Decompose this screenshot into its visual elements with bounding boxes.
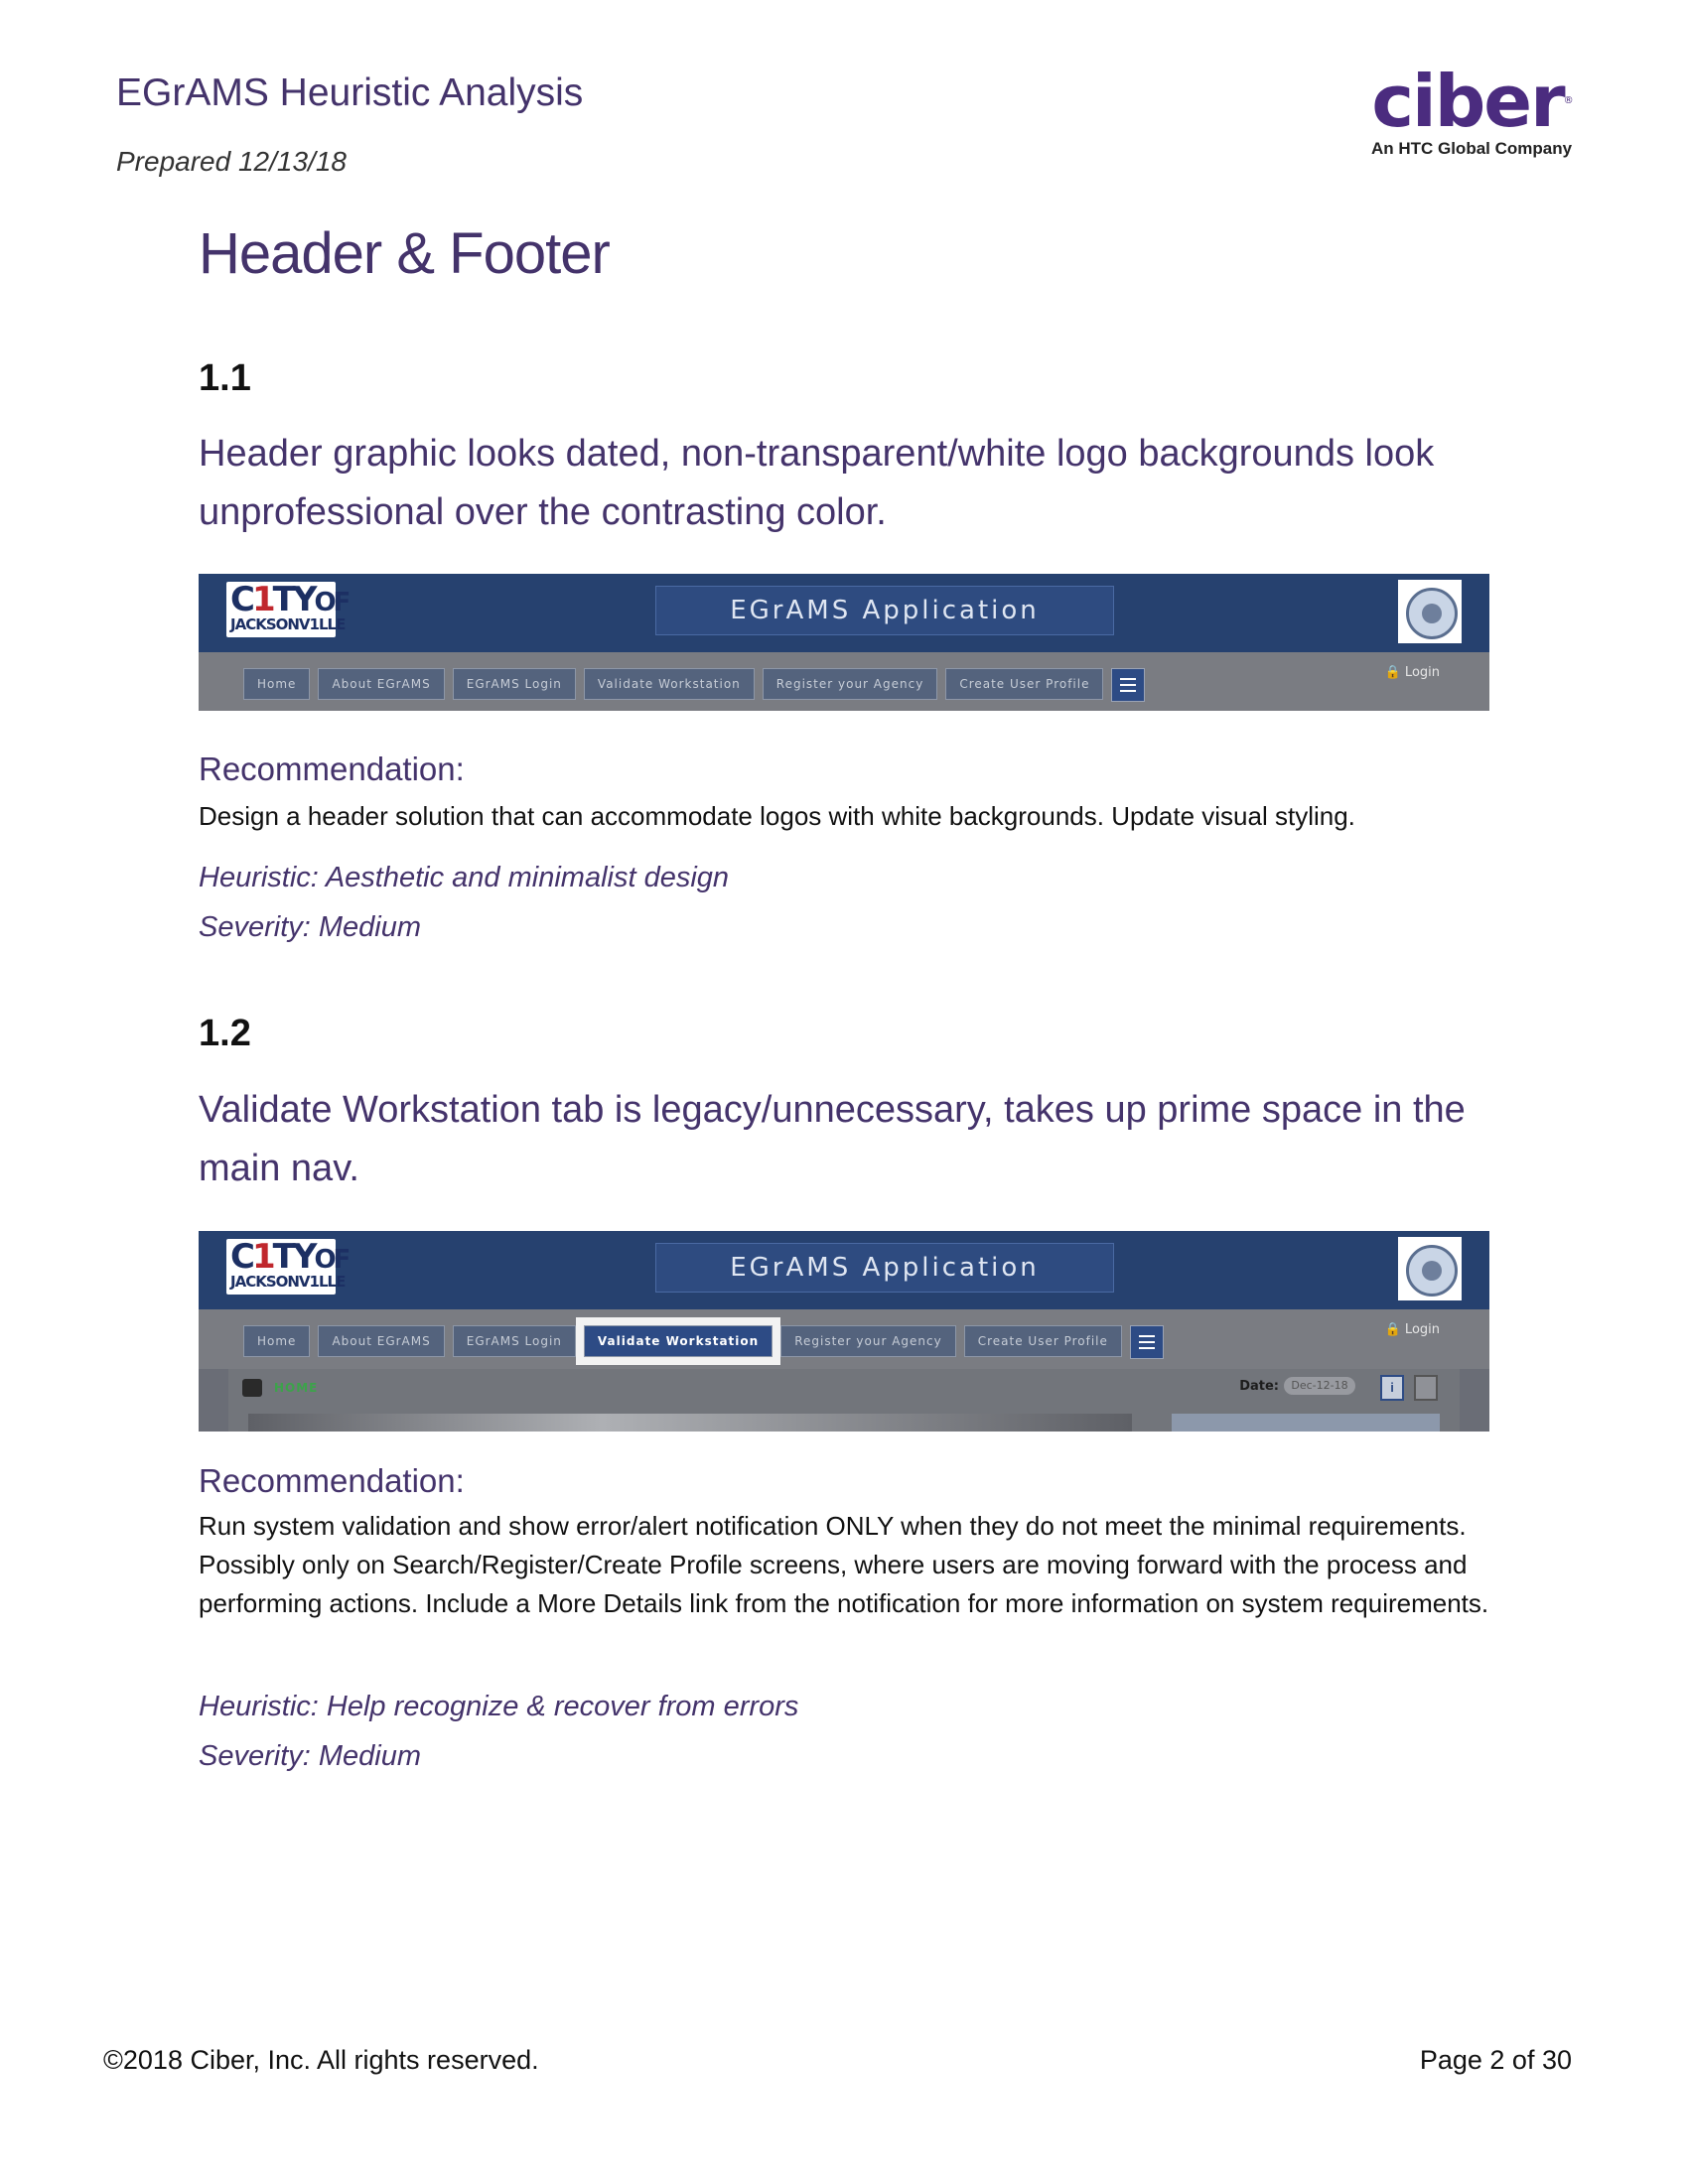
document-title: EGrAMS Heuristic Analysis <box>116 71 584 114</box>
date-label: Date: <box>1239 1379 1279 1394</box>
home-icon <box>242 1379 262 1397</box>
app-title-banner: EGrAMS Application <box>655 586 1114 635</box>
main-nav <box>243 668 1145 702</box>
city-of-jacksonville-logo: C1TYOF JACKSONV1LLE <box>226 582 336 637</box>
tab-about: About EGrAMS <box>318 1325 444 1357</box>
seal-icon <box>1398 1237 1462 1300</box>
screenshot-nav <box>199 1231 1489 1432</box>
tab-validate-workstation: Validate Workstation <box>584 668 755 700</box>
tab-validate-workstation-highlighted: Validate Workstation <box>584 1325 773 1357</box>
tab-login: EGrAMS Login <box>453 668 576 700</box>
ciber-tagline: An HTC Global Company <box>1370 139 1573 158</box>
breadcrumb-home: HOME <box>274 1381 319 1395</box>
tab-register-agency: Register your Agency <box>763 668 938 700</box>
info-icon: i <box>1380 1375 1404 1401</box>
tab-home: Home <box>243 1325 310 1357</box>
login-link: 🔒 Login <box>1384 1322 1440 1337</box>
issue-statement: Header graphic looks dated, non-transparent/white logo backgrounds look unprofessional over the contrasting color. <box>199 433 1435 533</box>
recommendation-body: Run system validation and show error/alert notification ONLY when they do not meet the minimal requirements. Possibly only on Search/Register/Create Profile screens, where users are moving forward with the process and performing actions. Include a More Details link from the notification for more information on system requirements. <box>199 1511 1489 1618</box>
login-link: 🔒 Login <box>1384 665 1440 680</box>
ciber-logo <box>1362 60 1581 159</box>
heuristic-label: Heuristic: Help recognize & recover from errors <box>199 1691 799 1722</box>
severity-label: Severity: Medium <box>199 911 422 943</box>
side-panel <box>1172 1414 1440 1432</box>
ciber-wordmark: ciber <box>1371 60 1564 143</box>
tab-register-agency: Register your Agency <box>780 1325 956 1357</box>
item-number: 1.1 <box>199 357 251 399</box>
item-number: 1.2 <box>199 1013 251 1054</box>
recommendation-body: Design a header solution that can accommodate logos with white backgrounds. Update visual styling. <box>199 801 1355 831</box>
issue-statement: Validate Workstation tab is legacy/unnecessary, takes up prime space in the main nav. <box>199 1089 1466 1189</box>
seal-icon <box>1398 580 1462 643</box>
hamburger-icon <box>1111 668 1145 702</box>
tab-home: Home <box>243 668 310 700</box>
recommendation-heading: Recommendation: <box>199 751 465 787</box>
trademark-mark: ® <box>1563 95 1572 106</box>
city-of-jacksonville-logo: C1TYOF JACKSONV1LLE <box>226 1239 336 1295</box>
app-title-banner: EGrAMS Application <box>655 1243 1114 1293</box>
prepared-date: Prepared 12/13/18 <box>116 146 347 177</box>
screenshot-header <box>199 574 1489 711</box>
tab-login: EGrAMS Login <box>453 1325 576 1357</box>
page-number: Page 2 of 30 <box>1419 2045 1572 2075</box>
page-content-preview <box>228 1369 1460 1432</box>
date-value: Dec-12-18 <box>1284 1377 1355 1395</box>
recommendation-heading: Recommendation: <box>199 1462 465 1499</box>
tab-create-profile: Create User Profile <box>964 1325 1122 1357</box>
section-title: Header & Footer <box>199 221 610 286</box>
heuristic-label: Heuristic: Aesthetic and minimalist design <box>199 862 730 893</box>
main-nav <box>243 1325 1164 1359</box>
document-icon <box>1414 1375 1438 1401</box>
copyright-footer: ©2018 Ciber, Inc. All rights reserved. <box>103 2045 539 2075</box>
hamburger-icon <box>1130 1325 1164 1359</box>
content-banner <box>248 1414 1132 1432</box>
tab-create-profile: Create User Profile <box>945 668 1103 700</box>
tab-about: About EGrAMS <box>318 668 444 700</box>
severity-label: Severity: Medium <box>199 1740 422 1772</box>
